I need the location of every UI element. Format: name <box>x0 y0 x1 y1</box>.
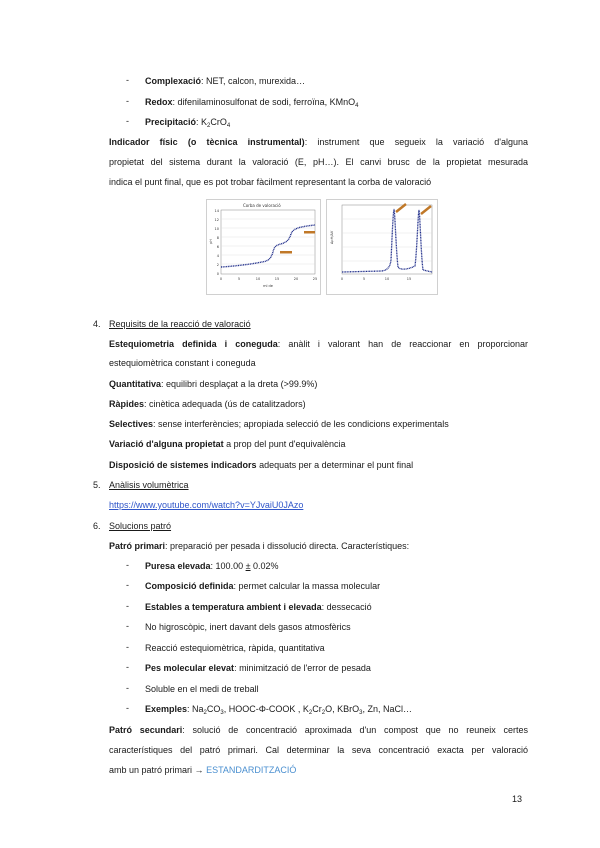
primary-item: No higroscòpic, inert davant dels gasos atmosfèrics <box>145 622 351 632</box>
titration-curve-chart <box>207 200 320 294</box>
x-tick: 15 <box>274 277 280 281</box>
primary-item: Estables a temperatura ambient i elevada: dessecació <box>145 602 372 612</box>
section-heading-analisis: Anàlisis volumètrica <box>109 480 189 490</box>
x-tick: 5 <box>237 277 241 281</box>
physical-indicator-line: indica el punt final, que es pot trobar fàcilment representant la corba de valoració <box>109 177 432 187</box>
bullet-dash: - <box>126 642 129 652</box>
indicator-redox: Redox: difenilaminosulfonat de sodi, ferroïna, KMnO$_4$ <box>145 97 359 109</box>
bullet-dash: - <box>126 703 129 713</box>
physical-indicator-line: propietat del sistema durant la valoració (E, pH…). El canvi brusc de la propietat mesurada <box>109 157 528 167</box>
primary-item: Puresa elevada: 100.00 ± 0.02% <box>145 561 279 571</box>
x-tick: 0 <box>340 277 344 281</box>
requirement-item: Selectives: sense interferències; apropiada selecció de les condicions experimentals <box>109 419 449 429</box>
indicator-complexacio: Complexació: NET, calcon, murexida… <box>145 76 306 86</box>
x-tick: 10 <box>255 277 261 281</box>
examples-item: Exemples: $Na_2CO_3$, HOOC-Φ-COOK , $K_2Cr_2O$, KBrO$_3$, Zn, NaCl… <box>145 704 412 716</box>
bullet-dash: - <box>126 580 129 590</box>
derivative-curve-figure <box>326 199 438 295</box>
derivative-curve-chart <box>327 200 437 294</box>
section-number: 5. <box>93 480 101 490</box>
x-axis-label: ml de <box>263 284 273 288</box>
y-tick: 4 <box>216 254 219 258</box>
bullet-dash: - <box>126 116 129 126</box>
primary-item: Composició definida: permet calcular la massa molecular <box>145 581 381 591</box>
y-tick: 14 <box>214 209 219 213</box>
y-tick: 10 <box>214 227 219 231</box>
bullet-dash: - <box>126 560 129 570</box>
titration-curve-figure <box>206 199 321 295</box>
y-tick: 2 <box>216 263 219 267</box>
y-axis-label: ΔpH/ΔV <box>330 230 334 244</box>
equivalence-marker <box>280 251 292 254</box>
page-number: 13 <box>512 794 523 804</box>
chart-title: Corba de valoració <box>243 203 281 208</box>
requirement-item: estequiomètrica constant i coneguda <box>109 358 256 368</box>
primary-standard-intro: Patró primari: preparació per pesada i dissolució directa. Característiques: <box>109 541 410 551</box>
bullet-dash: - <box>126 75 129 85</box>
x-tick: 20 <box>293 277 299 281</box>
requirement-item: Ràpides: cinètica adequada (ús de catalitzadors) <box>109 399 306 409</box>
y-tick: 8 <box>216 236 219 240</box>
section-heading-requisits: Requisits de la reacció de valoració <box>109 319 251 329</box>
bullet-dash: - <box>126 96 129 106</box>
arrow-right-icon: → <box>194 765 204 775</box>
y-axis-label: pH <box>209 239 213 244</box>
bullet-dash: - <box>126 683 129 693</box>
y-tick: 12 <box>214 218 219 222</box>
requirement-item: Estequiometria definida i coneguda: anàlit i valorant han de reaccionar en proporcionar <box>109 339 529 349</box>
x-tick: 25 <box>312 277 318 281</box>
secondary-standard-line: Patró secundari: solució de concentració aproximada d'un compost que no reuneix certes <box>109 725 528 735</box>
bullet-dash: - <box>126 601 129 611</box>
requirement-item: Disposició de sistemes indicadors adequats per a determinar el punt final <box>109 460 414 470</box>
primary-item: Pes molecular elevat: minimització de l'error de pesada <box>145 663 371 673</box>
x-tick: 0 <box>219 277 223 281</box>
secondary-standard-line: característiques del patró primari. Cal determinar la seva concentració exacta per valoració <box>109 745 528 755</box>
indicator-precipitacio: Precipitació: $K_2CrO_4$ <box>145 117 231 129</box>
physical-indicator-line: Indicador físic (o tècnica instrumental): instrument que segueix la variació d'alguna <box>109 137 528 147</box>
x-tick: 5 <box>362 277 366 281</box>
youtube-link[interactable]: https://www.youtube.com/watch?v=YJvaiU0JAzo <box>109 500 304 510</box>
primary-item: Soluble en el medi de treball <box>145 684 259 694</box>
x-tick: 15 <box>406 277 412 281</box>
x-tick: 10 <box>384 277 390 281</box>
y-tick: 0 <box>216 272 219 276</box>
secondary-standard-line: amb un patró primari → ESTANDARDITZACIÓ <box>109 765 297 775</box>
primary-item: Reacció estequiomètrica, ràpida, quantitativa <box>145 643 325 653</box>
requirement-item: Variació d'alguna propietat a prop del punt d'equivalència <box>109 439 346 449</box>
requirement-item: Quantitativa: equilibri desplaçat a la dreta (>99.9%) <box>109 379 318 389</box>
section-number: 6. <box>93 521 101 531</box>
bullet-dash: - <box>126 662 129 672</box>
equivalence-marker <box>304 231 315 234</box>
standardization-term: ESTANDARDITZACIÓ <box>206 765 297 775</box>
section-heading-solucions: Solucions patró <box>109 521 172 531</box>
section-number: 4. <box>93 319 101 329</box>
y-tick: 6 <box>216 245 219 249</box>
bullet-dash: - <box>126 621 129 631</box>
